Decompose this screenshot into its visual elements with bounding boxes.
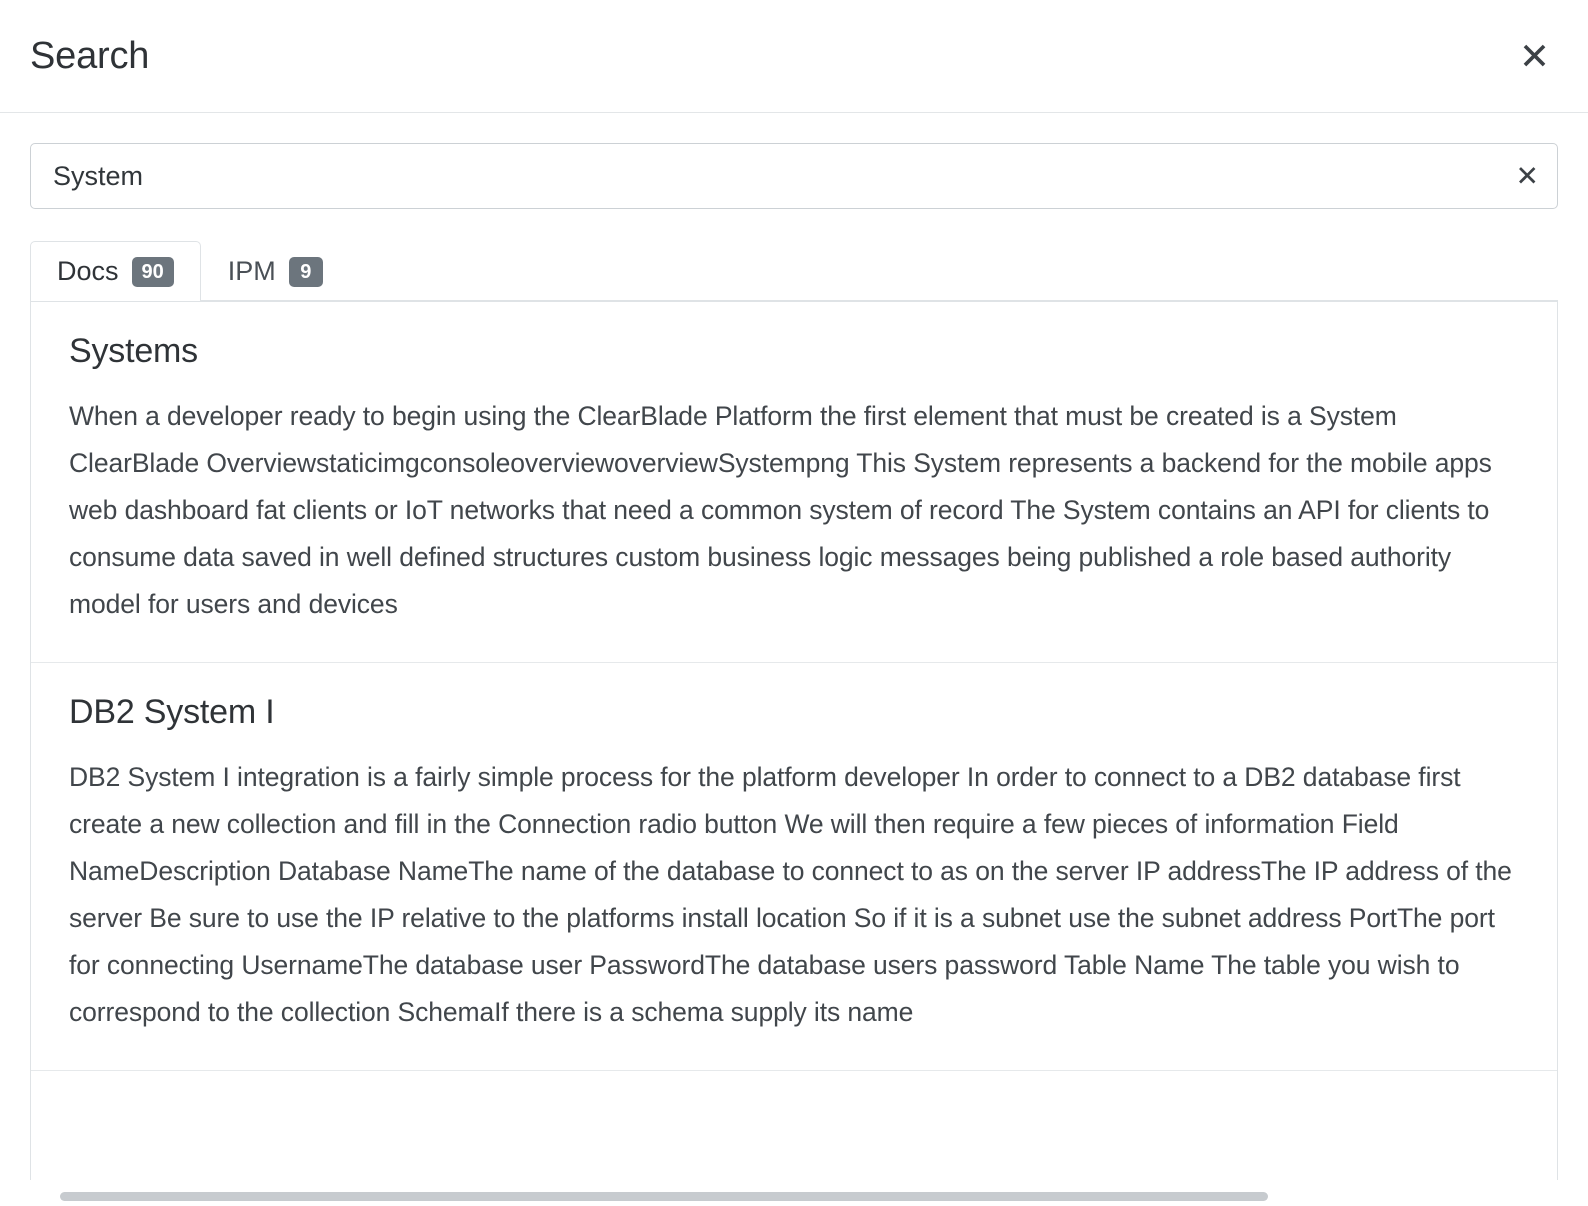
tab-docs-count: 90 bbox=[132, 257, 174, 287]
result-title: DB2 System I bbox=[69, 693, 275, 731]
horizontal-scrollbar[interactable] bbox=[60, 1192, 1268, 1201]
search-input[interactable] bbox=[49, 161, 1539, 192]
tab-ipm[interactable] bbox=[201, 241, 350, 301]
tab-ipm-count: 9 bbox=[289, 257, 323, 287]
result-snippet: DB2 System I integration is a fairly simple process for the platform developer In order to connect to a DB2 database first create a new collection and fill in the Connection radio button We will then require a few pieces of information Field NameDescription Database NameThe name of the database to connect to as on the server IP addressThe IP address of the server Be sure to use the IP relative to the platforms install location So if it is a subnet use the subnet address PortThe port for connecting UsernameThe database user PasswordThe database users password Table Name The table you wish to correspond to the collection SchemaIf there is a schema supply its name bbox=[69, 762, 1512, 1027]
tab-docs[interactable] bbox=[30, 241, 201, 301]
search-field[interactable] bbox=[30, 143, 1558, 209]
list-item[interactable] bbox=[31, 302, 1557, 663]
tab-docs-label: Docs bbox=[57, 256, 119, 286]
results-list[interactable] bbox=[30, 301, 1558, 1206]
list-item[interactable] bbox=[31, 663, 1557, 1071]
result-tabs bbox=[30, 237, 1558, 301]
close-icon[interactable]: ✕ bbox=[1518, 35, 1550, 77]
page-title: Search bbox=[30, 34, 150, 77]
tab-ipm-label: IPM bbox=[227, 256, 276, 286]
modal-header bbox=[0, 0, 1588, 113]
modal-body bbox=[0, 113, 1588, 1206]
result-title: Systems bbox=[69, 332, 198, 370]
clear-search-icon[interactable]: ✕ bbox=[1515, 160, 1539, 192]
result-snippet: When a developer ready to begin using the ClearBlade Platform the first element that must be created is a System ClearBlade OverviewstaticimgconsoleoverviewoverviewSystempng This System represents a backend for the mobile apps web dashboard fat clients or IoT networks that need a common system of record The System contains an API for clients to consume data saved in well defined structures custom business logic messages being published a role based authority model for users and devices bbox=[69, 401, 1492, 619]
